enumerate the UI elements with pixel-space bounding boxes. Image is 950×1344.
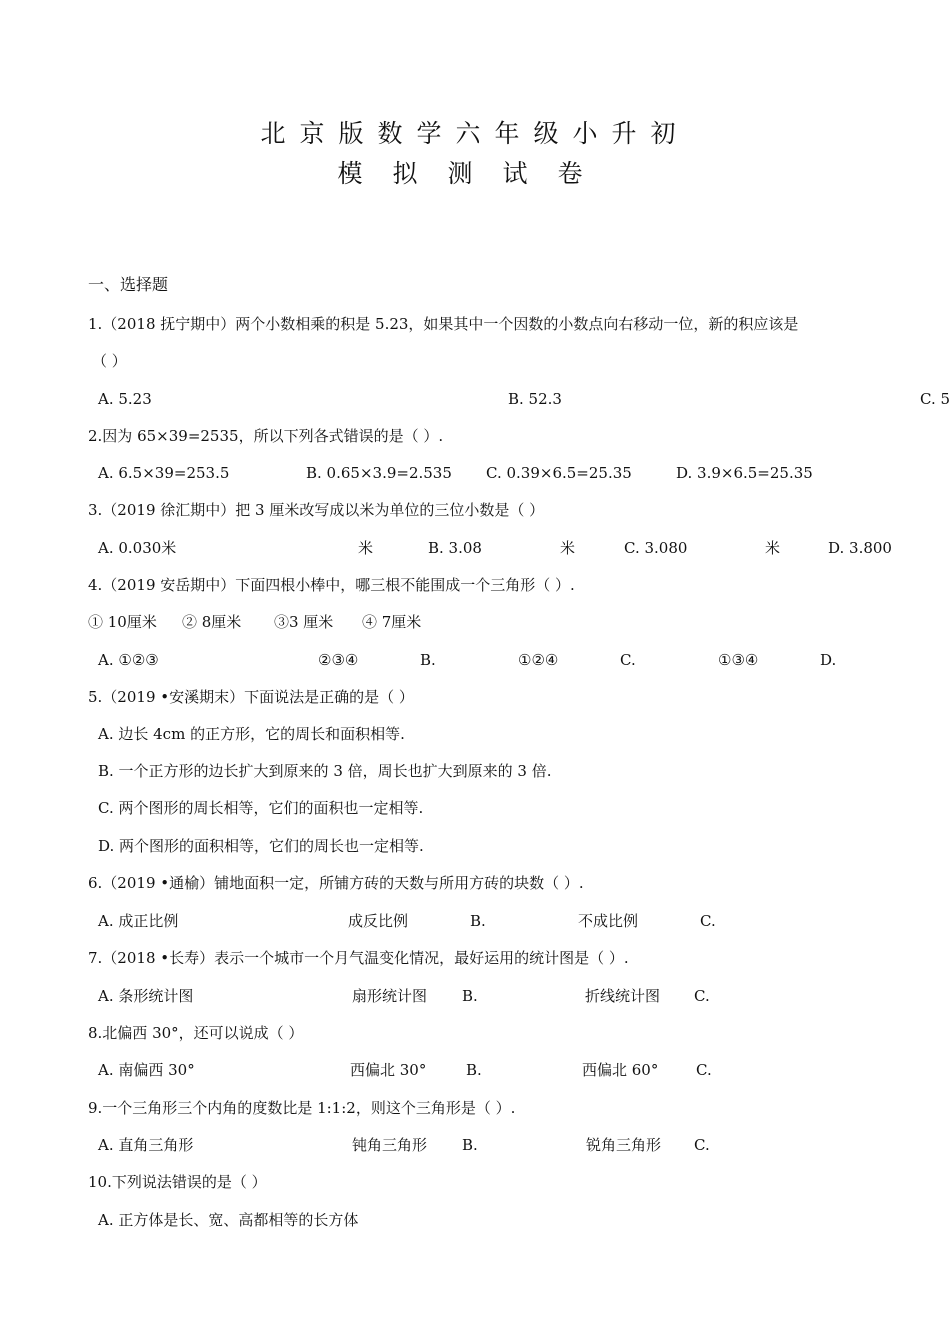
question-1-option-a: A. 5.23 <box>98 390 152 408</box>
question-6-option-a: A. 成正比例 <box>98 912 179 930</box>
question-9-option-b-cont: 锐角三角形 <box>586 1136 662 1154</box>
question-3-unit-3: 米 <box>765 539 781 557</box>
question-1-text: 1.（2018 抚宁期中）两个小数相乘的积是 5.23，如果其中一个因数的小数点向右移动一位，新的积应该是 <box>88 315 799 333</box>
question-5-text: 5.（2019 •安溪期末）下面说法是正确的是（ ） <box>88 688 414 706</box>
question-7-option-b: B. <box>462 987 478 1005</box>
question-7-option-b-cont: 折线统计图 <box>585 987 661 1005</box>
question-6-text: 6.（2019 •通榆）铺地面积一定，所铺方砖的天数与所用方砖的块数（ ）. <box>88 874 584 892</box>
question-6-option-b-cont: 不成比例 <box>578 912 639 930</box>
question-1-option-b: B. 52.3 <box>508 390 562 408</box>
question-5-option-b: B. 一个正方形的边长扩大到原来的 3 倍，周长也扩大到原来的 3 倍. <box>98 762 552 780</box>
section-heading: 一、选择题 <box>88 275 169 294</box>
question-4-option-d: D. <box>820 651 837 669</box>
question-3-option-a: A. 0.030米 <box>98 539 177 557</box>
question-4-stick-1: ① 10厘米 <box>88 613 157 631</box>
question-9-option-b: B. <box>462 1136 478 1154</box>
question-2-option-d: D. 3.9×6.5=25.35 <box>676 464 813 482</box>
question-4-option-b-cont: ①②④ <box>518 651 559 669</box>
question-2-option-a: A. 6.5×39=253.5 <box>98 464 230 482</box>
exam-subtitle: 模拟测试卷 <box>337 159 613 188</box>
question-8-text: 8.北偏西 30°，还可以说成（ ） <box>88 1024 304 1042</box>
question-10-text: 10.下列说法错误的是（ ） <box>88 1173 267 1191</box>
question-7-option-a-cont: 扇形统计图 <box>352 987 428 1005</box>
question-7-option-a: A. 条形统计图 <box>98 987 194 1005</box>
question-4-stick-4: ④ 7厘米 <box>362 613 422 631</box>
question-8-option-b: B. <box>466 1061 482 1079</box>
question-2-text: 2.因为 65×39=2535，所以下列各式错误的是（ ）. <box>88 427 444 445</box>
question-8-option-a-cont: 西偏北 30° <box>350 1061 427 1079</box>
question-2-option-c: C. 0.39×6.5=25.35 <box>486 464 632 482</box>
question-6-option-b: B. <box>470 912 486 930</box>
question-8-option-a: A. 南偏西 30° <box>98 1061 195 1079</box>
question-4-option-a-cont: ②③④ <box>318 651 359 669</box>
question-10-option-a: A. 正方体是长、宽、高都相等的长方体 <box>98 1211 359 1229</box>
question-3-option-d: D. 3.800 <box>828 539 892 557</box>
question-7-text: 7.（2018 •长寿）表示一个城市一个月气温变化情况，最好运用的统计图是（ ）. <box>88 949 629 967</box>
question-3-unit-2: 米 <box>560 539 576 557</box>
exam-title: 北京版数学六年级小升初 <box>260 119 690 148</box>
question-4-stick-3: ③3 厘米 <box>274 613 334 631</box>
question-9-text: 9.一个三角形三个内角的度数比是 1:1:2，则这个三角形是（ ）. <box>88 1099 516 1117</box>
question-1-option-c: C. 5 <box>920 390 950 408</box>
question-4-option-c: C. <box>620 651 636 669</box>
question-9-option-c: C. <box>694 1136 710 1154</box>
question-6-option-c: C. <box>700 912 716 930</box>
question-4-stick-2: ② 8厘米 <box>182 613 242 631</box>
question-7-option-c: C. <box>694 987 710 1005</box>
question-5-option-d: D. 两个图形的面积相等，它们的周长也一定相等. <box>98 837 424 855</box>
question-9-option-a: A. 直角三角形 <box>98 1136 194 1154</box>
question-3-option-b: B. 3.08 <box>428 539 482 557</box>
question-4-option-b: B. <box>420 651 436 669</box>
question-4-option-a: A. ①②③ <box>98 651 159 669</box>
question-9-option-a-cont: 钝角三角形 <box>352 1136 428 1154</box>
question-3-option-c: C. 3.080 <box>624 539 688 557</box>
question-3-text: 3.（2019 徐汇期中）把 3 厘米改写成以米为单位的三位小数是（ ） <box>88 501 545 519</box>
question-5-option-c: C. 两个图形的周长相等，它们的面积也一定相等. <box>98 799 424 817</box>
question-6-option-a-cont: 成反比例 <box>348 912 409 930</box>
question-8-option-c: C. <box>696 1061 712 1079</box>
question-4-option-c-cont: ①③④ <box>718 651 759 669</box>
question-4-text: 4.（2019 安岳期中）下面四根小棒中，哪三根不能围成一个三角形（ ）. <box>88 576 575 594</box>
question-2-option-b: B. 0.65×3.9=2.535 <box>306 464 452 482</box>
question-8-option-b-cont: 西偏北 60° <box>582 1061 659 1079</box>
question-5-option-a: A. 边长 4cm 的正方形，它的周长和面积相等. <box>98 725 405 743</box>
question-1-text-cont: （ ） <box>92 352 127 370</box>
question-3-unit-1: 米 <box>358 539 374 557</box>
